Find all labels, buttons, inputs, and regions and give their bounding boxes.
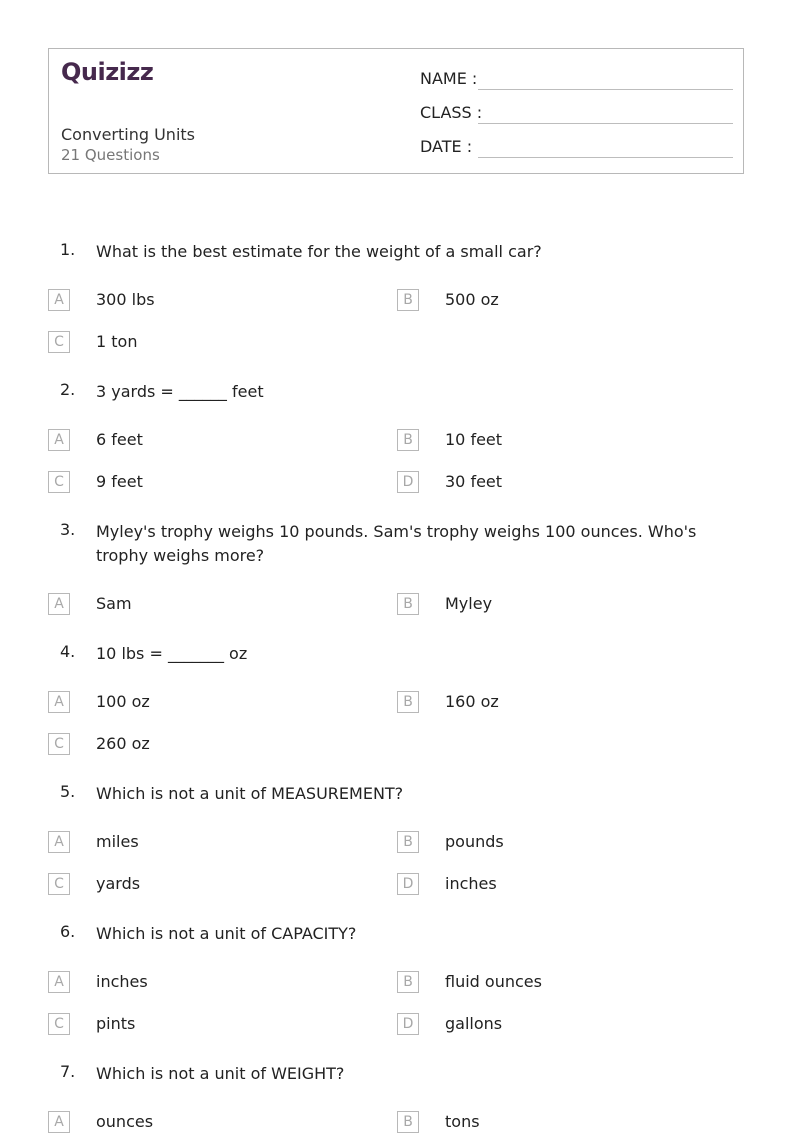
question-number: 5. [60,782,76,801]
question-number: 6. [60,922,76,941]
logo-text: Quizizz [61,58,154,86]
option-letter-box[interactable]: A [48,971,70,993]
option-text: inches [445,874,497,893]
option-letter-box[interactable]: D [397,873,419,895]
option-letter-box[interactable]: A [48,289,70,311]
option-text: Sam [96,594,132,613]
question-text: Which is not a unit of WEIGHT? [96,1064,345,1083]
option-letter-box[interactable]: A [48,593,70,615]
option-text: ounces [96,1112,154,1131]
option-text: 9 feet [96,472,143,491]
option-text: Myley [445,594,493,613]
option-letter-box[interactable]: A [48,1111,70,1133]
option-letter-box[interactable]: B [397,593,419,615]
question-text: What is the best estimate for the weight of a small car? [96,242,542,261]
option-text: 30 feet [445,472,503,491]
date-field[interactable] [478,157,733,158]
option-text: gallons [445,1014,503,1033]
option-letter-box[interactable]: B [397,429,419,451]
question-number: 4. [60,642,76,661]
option-letter-box[interactable]: B [397,971,419,993]
question-text: Myley's trophy weighs 10 pounds. Sam's trophy weighs 100 ounces. Who's trophy weighs more? [96,522,697,565]
option-letter-box[interactable]: B [397,289,419,311]
option-text: pints [96,1014,136,1033]
option-letter-box[interactable]: D [397,471,419,493]
class-label: CLASS : [420,103,483,122]
option-letter-box[interactable]: C [48,331,70,353]
date-label: DATE : [420,137,473,156]
question-count: 21 Questions [61,146,160,164]
option-letter-box[interactable]: D [397,1013,419,1035]
option-text: 1 ton [96,332,138,351]
option-text: fluid ounces [445,972,542,991]
question-text: Which is not a unit of CAPACITY? [96,924,357,943]
worksheet-header [48,48,744,174]
option-text: tons [445,1112,480,1131]
name-label: NAME : [420,69,478,88]
option-text: miles [96,832,139,851]
question-text: 3 yards = ______ feet [96,382,264,401]
option-letter-box[interactable]: C [48,873,70,895]
class-field[interactable] [478,123,733,124]
option-letter-box[interactable]: B [397,1111,419,1133]
option-text: 6 feet [96,430,143,449]
option-letter-box[interactable]: B [397,831,419,853]
option-letter-box[interactable]: A [48,831,70,853]
name-field[interactable] [478,89,733,90]
question-number: 3. [60,520,76,539]
option-letter-box[interactable]: A [48,429,70,451]
option-text: inches [96,972,148,991]
option-letter-box[interactable]: C [48,1013,70,1035]
option-text: 300 lbs [96,290,155,309]
option-text: 160 oz [445,692,499,711]
option-letter-box[interactable]: B [397,691,419,713]
quizizz-logo [61,58,153,88]
question-number: 1. [60,240,76,259]
option-text: 10 feet [445,430,503,449]
option-letter-box[interactable]: A [48,691,70,713]
option-letter-box[interactable]: C [48,471,70,493]
option-letter-box[interactable]: C [48,733,70,755]
option-text: 500 oz [445,290,499,309]
question-text: Which is not a unit of MEASUREMENT? [96,784,404,803]
option-text: 100 oz [96,692,150,711]
question-number: 7. [60,1062,76,1081]
option-text: 260 oz [96,734,150,753]
question-text: 10 lbs = _______ oz [96,644,248,663]
option-text: yards [96,874,141,893]
question-number: 2. [60,380,76,399]
option-text: pounds [445,832,504,851]
worksheet-title: Converting Units [61,125,195,144]
